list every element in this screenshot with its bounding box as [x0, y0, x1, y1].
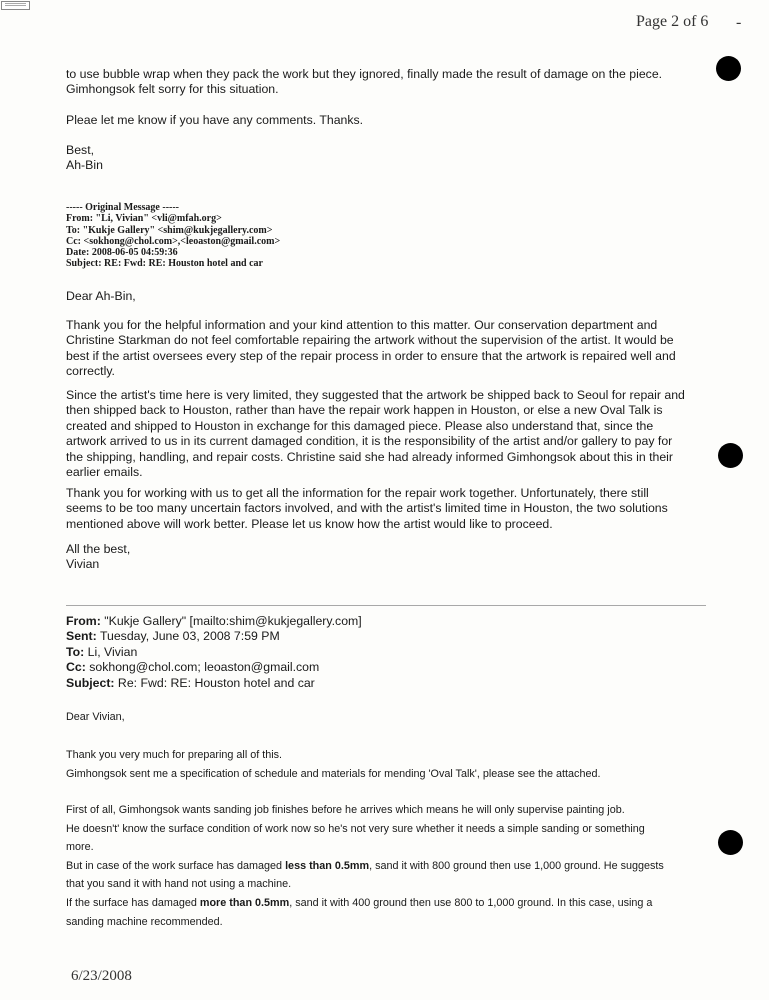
body-line: more. [66, 841, 94, 854]
body-line: Thank you for working with us to get all the information for the repair work together. Unfortunately, there still [66, 486, 649, 500]
body-line: First of all, Gimhongsok wants sanding job finishes before he arrives which means he will only supervise painting job. [66, 804, 625, 816]
body-line: sanding machine recommended. [66, 915, 223, 928]
page-mark: - [736, 14, 742, 31]
body-line: to use bubble wrap when they pack the work but they ignored, finally made the result of damage on the piece. [66, 67, 663, 81]
message-continuation [66, 67, 726, 98]
body-line: Thank you very much for preparing all of this. [66, 749, 283, 761]
header-subject: Subject: Re: Fwd: RE: Houston hotel and car [66, 675, 315, 690]
header-to: To: "Kukje Gallery" <shim@kukjegallery.com> [66, 224, 273, 236]
body-line: best if the artist oversees every step of the repair process in order to ensure that the artwork is repaired well and [66, 348, 676, 363]
header-to: To: Li, Vivian [66, 644, 138, 659]
closing: Best, [66, 143, 95, 157]
body-line: Thank you for the helpful information and your kind attention to this matter. Our conservation department and [66, 318, 658, 332]
body-line: correctly. [66, 364, 115, 379]
body-line: created and shipped to Houston in exchange for this damaged piece. Please also understand that, since the [66, 418, 654, 433]
signature-block [66, 143, 726, 174]
body-line: the shipping, handling, and repair costs. Christine said she had already informed Gimhongsok about this in their [66, 449, 673, 464]
body-line: If the surface has damaged more than 0.5mm, sand it with 400 ground then use 800 to 1,000 ground. In this case, using a [66, 896, 653, 909]
header-from: From: "Kukje Gallery" [mailto:shim@kukjegallery.com] [66, 614, 362, 628]
paragraph [66, 746, 726, 783]
body-line: that you sand it with hand not using a machine. [66, 878, 292, 891]
fax-stamp [1, 1, 30, 10]
header-cc: Cc: sokhong@chol.com; leoaston@gmail.com [66, 660, 320, 675]
header-subject: Subject: RE: Fwd: RE: Houston hotel and car [66, 258, 263, 270]
header-cc: Cc: <sokhong@chol.com>,<leoaston@gmail.com> [66, 235, 281, 247]
divider [66, 605, 706, 606]
body-line: He doesn't' know the surface condition of work now so he's not very sure whether it needs a simple sanding or something [66, 822, 645, 835]
salutation: Dear Ah-Bin, [66, 289, 136, 303]
body-line: Gimhongsok felt sorry for this situation. [66, 82, 279, 97]
signature-block [66, 542, 726, 573]
body-line: Gimhongsok sent me a specification of schedule and materials for mending 'Oval Talk', please see the attached. [66, 767, 601, 780]
header-from: From: "Li, Vivian" <vli@mfah.org> [66, 213, 222, 225]
body-line: seems to be too many uncertain factors involved, and with the artist's limited time in Houston, the two solutions [66, 501, 668, 516]
body-line: earlier emails. [66, 465, 143, 480]
paragraph [66, 801, 726, 931]
closing: All the best, [66, 542, 131, 556]
header-sent: Sent: Tuesday, June 03, 2008 7:59 PM [66, 629, 280, 644]
paragraph [66, 318, 726, 380]
page-number: Page 2 of 6 [636, 13, 709, 30]
salutation: Dear Vivian, [66, 711, 125, 723]
header-date: Date: 2008-06-05 04:59:36 [66, 247, 178, 259]
original-message-header [66, 202, 726, 270]
forwarded-message-header [66, 614, 726, 691]
sender-name: Ah-Bin [66, 158, 103, 173]
comment-line: Pleae let me know if you have any comments. Thanks. [66, 113, 364, 127]
body-line: mentioned above will work better. Please let us know how the artist would like to proceed. [66, 516, 553, 531]
body-line: then shipped back to Houston, rather than have the repair work happen in Houston, or else a new Oval Talk is [66, 403, 663, 418]
paragraph [66, 486, 726, 532]
sender-name: Vivian [66, 557, 100, 572]
body-line: But in case of the work surface has damaged less than 0.5mm, sand it with 800 ground then use 1,000 ground. He suggests [66, 859, 664, 872]
footer-date: 6/23/2008 [71, 968, 132, 984]
body-line: artwork arrived to us in its current damaged condition, it is the responsibility of the artist and/or gallery to pay for [66, 434, 673, 449]
body-line: Christine Starkman do not feel comfortable repairing the artwork without the supervision of the artist. It would be [66, 333, 674, 348]
original-message-title: ----- Original Message ----- [66, 202, 180, 213]
paragraph [66, 388, 726, 480]
body-line: Since the artist's time here is very limited, they suggested that the artwork be shipped back to Seoul for repair and [66, 388, 685, 402]
